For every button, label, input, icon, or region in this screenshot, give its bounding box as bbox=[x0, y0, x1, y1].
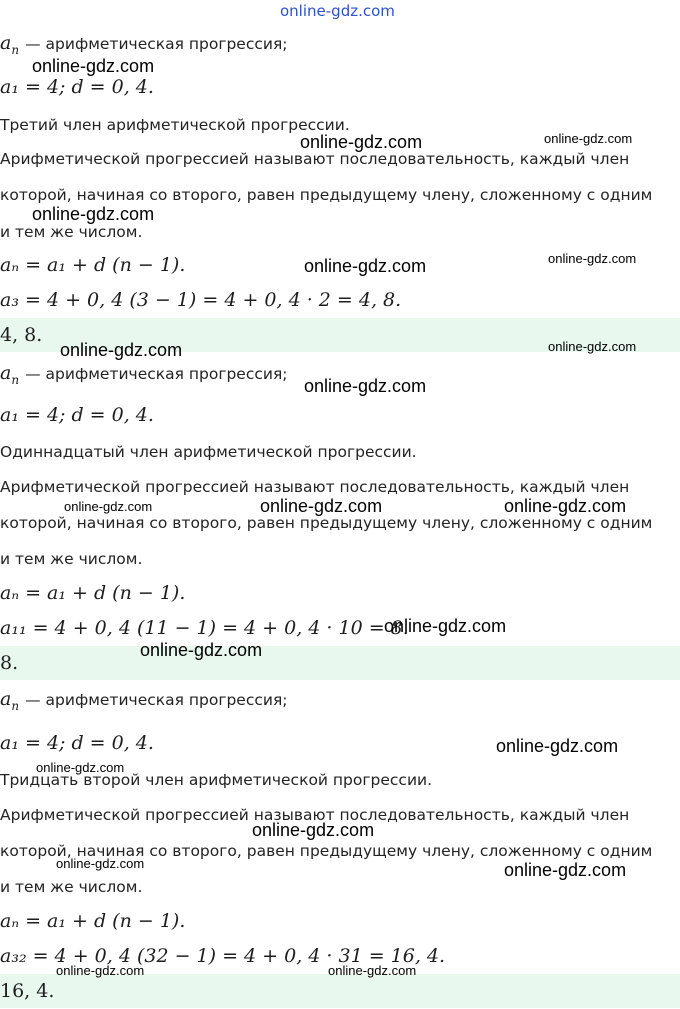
site-watermark: online-gdz.com bbox=[496, 736, 619, 756]
site-watermark: online-gdz.com bbox=[548, 251, 637, 266]
definition-line: которой, начиная со второго, равен предыдущему члену, сложенному с одним bbox=[0, 186, 653, 204]
definition-line: и тем же числом. bbox=[0, 878, 143, 896]
answer: 16, 4. bbox=[0, 980, 55, 1002]
site-watermark: online-gdz.com bbox=[140, 640, 263, 660]
formula: aₙ = a₁ + d (n − 1). bbox=[0, 254, 186, 276]
given-values: a₁ = 4; d = 0, 4. bbox=[0, 732, 154, 754]
site-watermark: online-gdz.com bbox=[64, 499, 153, 514]
site-watermark: online-gdz.com bbox=[548, 339, 637, 354]
formula: aₙ = a₁ + d (n − 1). bbox=[0, 582, 186, 604]
formula: aₙ = a₁ + d (n − 1). bbox=[0, 910, 186, 932]
site-watermark: online-gdz.com bbox=[304, 256, 427, 276]
definition-line: и тем же числом. bbox=[0, 223, 143, 241]
definition-line: Арифметической прогрессией называют последовательность, каждый член bbox=[0, 478, 630, 496]
answer-band bbox=[0, 974, 680, 1008]
site-watermark: online-gdz.com bbox=[300, 132, 423, 152]
site-watermark: online-gdz.com bbox=[328, 963, 417, 978]
calculation: a₃₂ = 4 + 0, 4 (32 − 1) = 4 + 0, 4 · 31 = 16, 4. bbox=[0, 945, 446, 967]
task-text: Третий член арифметической прогрессии. bbox=[0, 116, 350, 134]
given-sequence-line: $a_n$ — арифметическая прогрессия; bbox=[0, 688, 288, 713]
definition-line: Арифметической прогрессией называют последовательность, каждый член bbox=[0, 150, 630, 168]
site-watermark: online-gdz.com bbox=[56, 963, 145, 978]
calculation: a₃ = 4 + 0, 4 (3 − 1) = 4 + 0, 4 · 2 = 4, 8. bbox=[0, 289, 402, 311]
given-values: a₁ = 4; d = 0, 4. bbox=[0, 404, 154, 426]
answer: 4, 8. bbox=[0, 324, 43, 346]
site-watermark: online-gdz.com bbox=[32, 56, 155, 76]
calculation: a₁₁ = 4 + 0, 4 (11 − 1) = 4 + 0, 4 · 10 = 8. bbox=[0, 617, 409, 639]
site-watermark: online-gdz.com bbox=[56, 856, 145, 871]
definition-line: Арифметической прогрессией называют последовательность, каждый член bbox=[0, 806, 630, 824]
answer-band bbox=[0, 646, 680, 680]
definition-line: и тем же числом. bbox=[0, 550, 143, 568]
site-watermark: online-gdz.com bbox=[304, 376, 427, 396]
site-watermark: online-gdz.com bbox=[544, 131, 633, 146]
given-sequence-line: $a_n$ — арифметическая прогрессия; bbox=[0, 362, 288, 387]
site-watermark: online-gdz.com bbox=[60, 340, 183, 360]
site-watermark: online-gdz.com bbox=[260, 496, 383, 516]
given-values: a₁ = 4; d = 0, 4. bbox=[0, 76, 154, 98]
definition-line: которой, начиная со второго, равен предыдущему члену, сложенному с одним bbox=[0, 842, 653, 860]
site-watermark: online-gdz.com bbox=[504, 496, 627, 516]
definition-line: которой, начиная со второго, равен предыдущему члену, сложенному с одним bbox=[0, 514, 653, 532]
answer: 8. bbox=[0, 652, 19, 674]
task-text: Одиннадцатый член арифметической прогрессии. bbox=[0, 443, 417, 461]
site-watermark: online-gdz.com bbox=[252, 820, 375, 840]
given-sequence-line: $a_n$ — арифметическая прогрессия; bbox=[0, 32, 288, 57]
site-watermark-header: online-gdz.com bbox=[280, 2, 395, 20]
site-watermark: online-gdz.com bbox=[32, 204, 155, 224]
site-watermark: online-gdz.com bbox=[36, 760, 125, 775]
site-watermark: online-gdz.com bbox=[504, 860, 627, 880]
site-watermark: online-gdz.com bbox=[384, 616, 507, 636]
task-text: Тридцать второй член арифметической прогрессии. bbox=[0, 771, 433, 789]
